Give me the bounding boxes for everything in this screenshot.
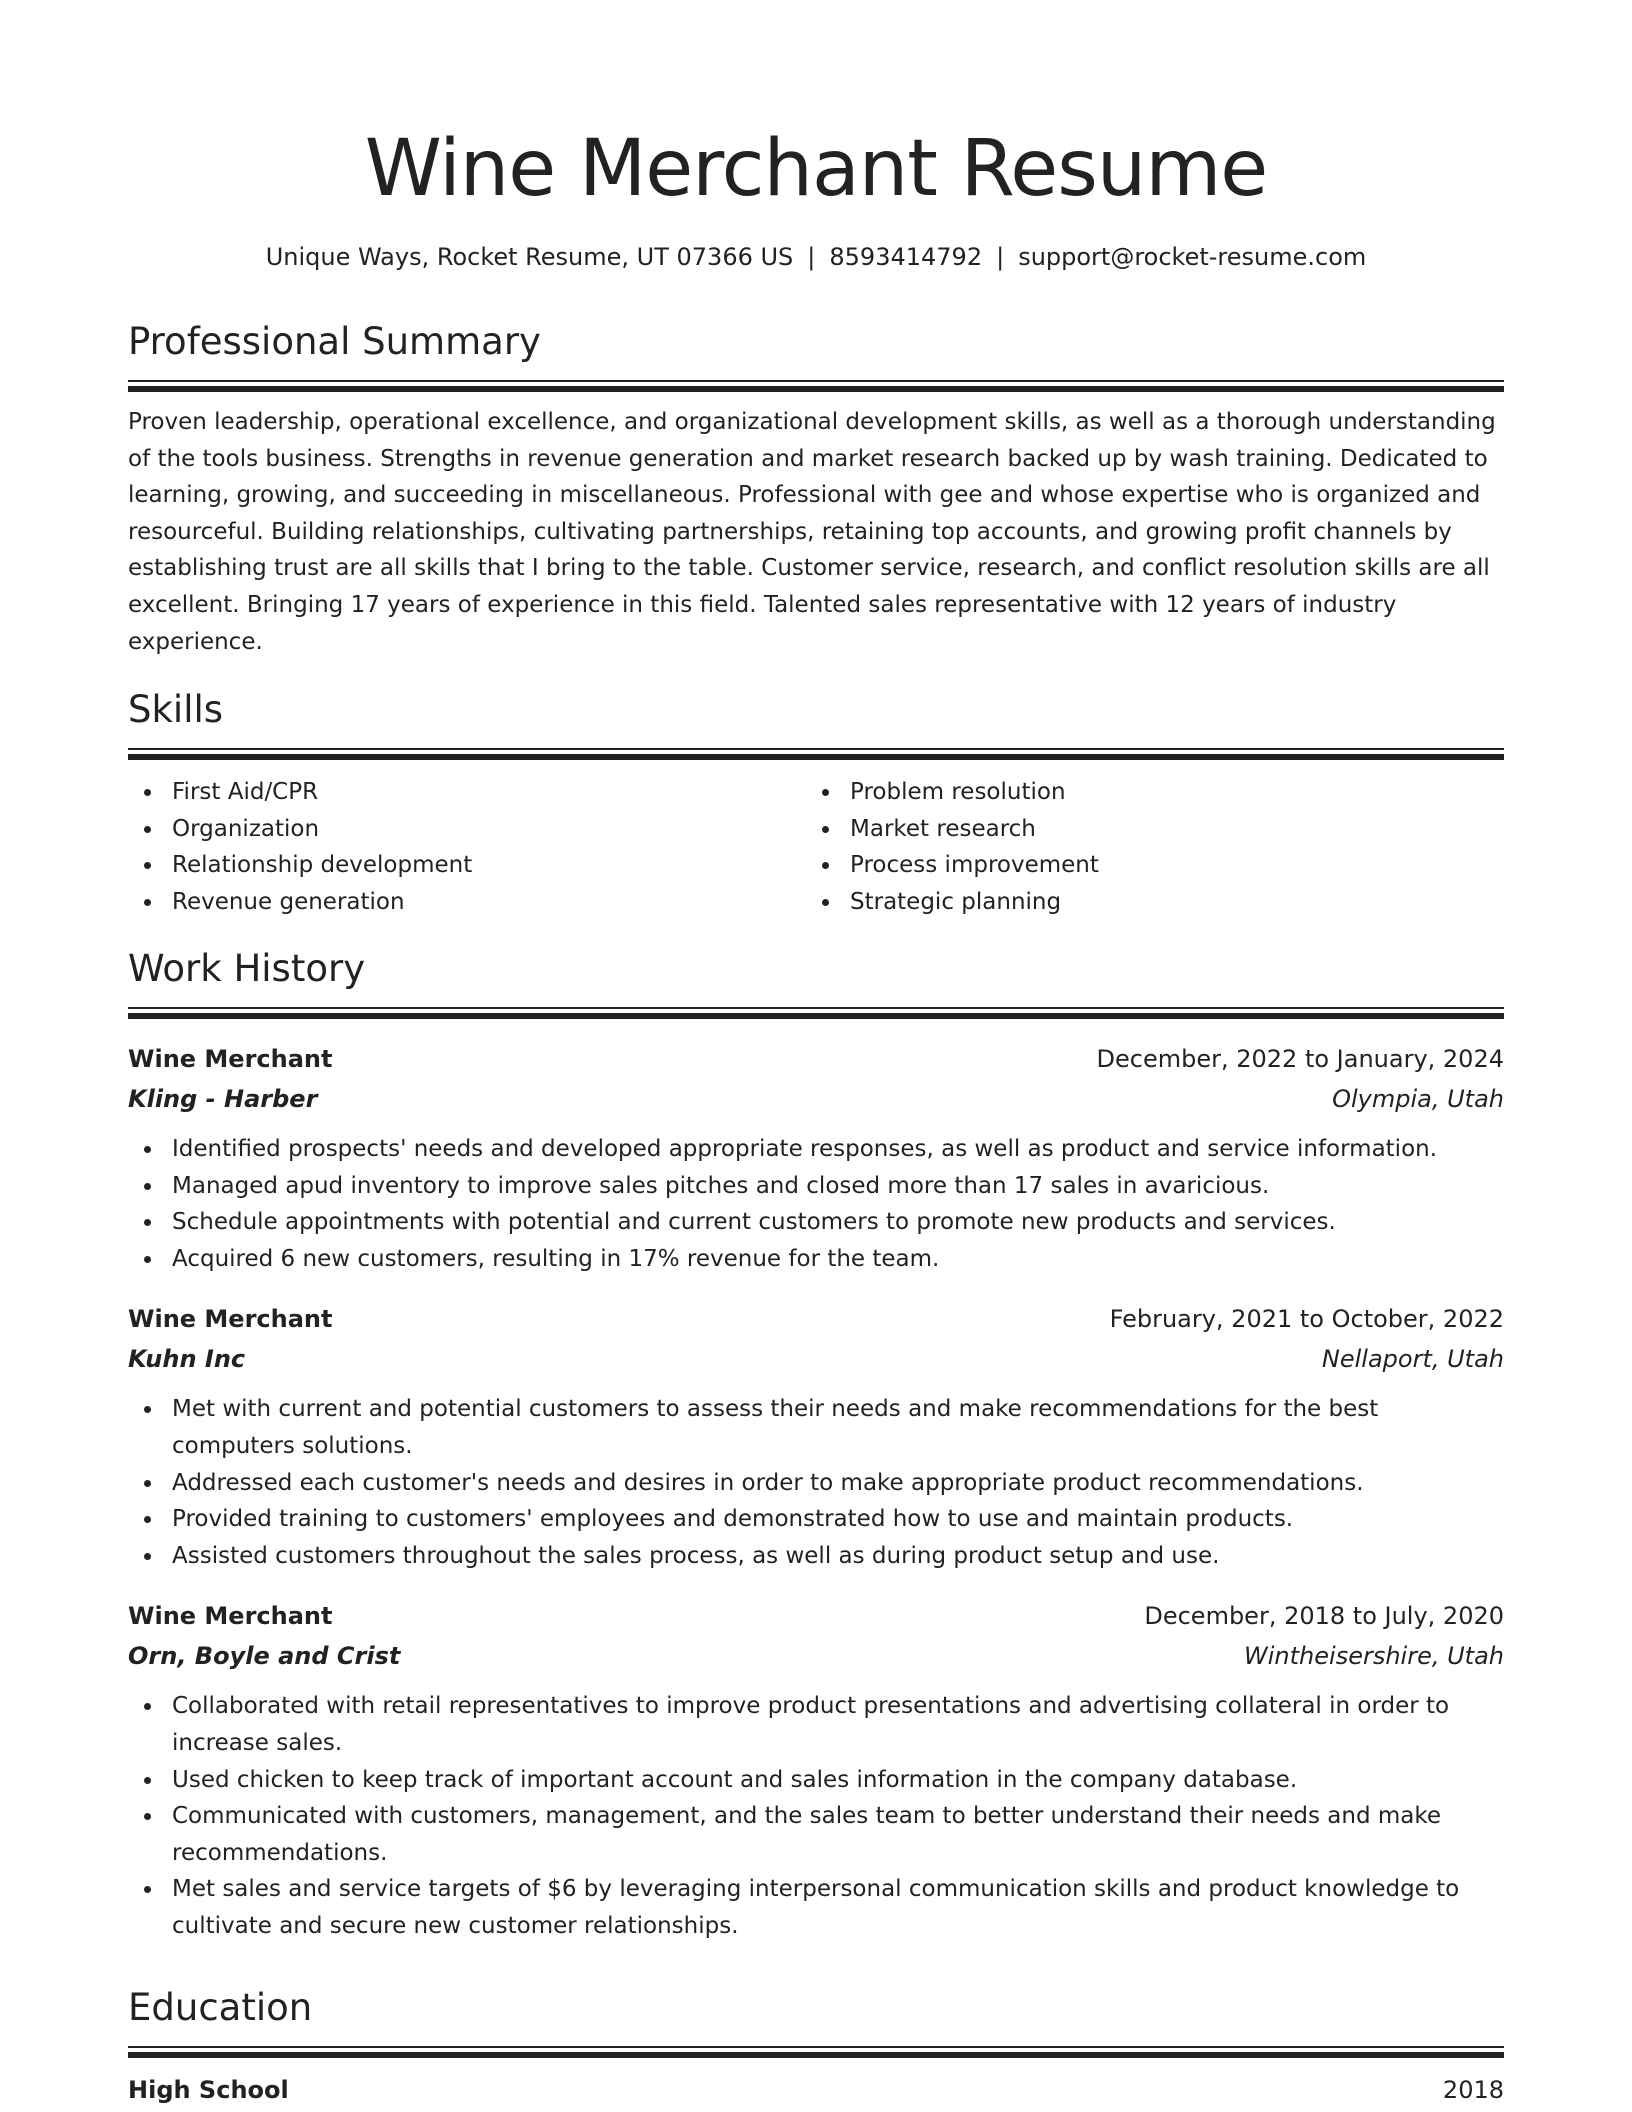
job-bullets	[128, 1131, 1504, 1277]
education-heading: Education	[128, 1986, 313, 2029]
job-bullet: Managed apud inventory to improve sales pitches and closed more than 17 sales in avaricious.	[128, 1168, 1504, 1205]
job-bullet: Met with current and potential customers to assess their needs and make recommendations for the best computers solutions.	[128, 1391, 1504, 1464]
skills-list	[128, 774, 1504, 920]
skills-heading: Skills	[128, 688, 224, 731]
job-title: Wine Merchant	[128, 1602, 333, 1631]
work-history-section	[128, 945, 1504, 1945]
job-title: Wine Merchant	[128, 1305, 333, 1334]
skills-column-right	[806, 774, 1484, 920]
skill-item: Market research	[806, 811, 1484, 848]
job-bullet: Addressed each customer's needs and desires in order to make appropriate product recommendations.	[128, 1465, 1504, 1502]
skill-item: Revenue generation	[128, 884, 806, 921]
contact-email: support@rocket-resume.com	[1018, 243, 1367, 271]
section-divider	[128, 2046, 1504, 2058]
job-bullets	[128, 1391, 1504, 1574]
summary-section	[128, 318, 1504, 660]
skill-item: Organization	[128, 811, 806, 848]
job-company: Kling - Harber	[128, 1085, 318, 1113]
skills-column-left	[128, 774, 806, 920]
job-bullet: Collaborated with retail representatives to improve product presentations and advertising collateral in order to increase sales.	[128, 1688, 1504, 1761]
job-location: Nellaport, Utah	[1321, 1345, 1504, 1374]
job-bullet: Provided training to customers' employees and demonstrated how to use and maintain products.	[128, 1501, 1504, 1538]
job-entry	[128, 1039, 1504, 1277]
section-divider	[128, 748, 1504, 760]
resume-title: Wine Merchant Resume	[364, 124, 1268, 214]
job-bullet: Acquired 6 new customers, resulting in 17% revenue for the team.	[128, 1241, 1504, 1278]
skill-item: Process improvement	[806, 847, 1484, 884]
education-section	[128, 1984, 1504, 2110]
job-title: Wine Merchant	[128, 1045, 333, 1073]
section-divider	[128, 1007, 1504, 1019]
skill-item: Strategic planning	[806, 884, 1484, 921]
skill-item: Problem resolution	[806, 774, 1484, 811]
job-bullet: Met sales and service targets of $6 by leveraging interpersonal communication skills and product knowledge to cultivate and secure new customer relationships.	[128, 1871, 1504, 1944]
job-dates: February, 2021 to October, 2022	[1109, 1305, 1504, 1334]
contact-line	[128, 238, 1504, 276]
job-dates: December, 2018 to July, 2020	[1144, 1602, 1504, 1631]
job-bullet: Assisted customers throughout the sales process, as well as during product setup and use.	[128, 1538, 1504, 1575]
job-bullet: Identified prospects' needs and developed appropriate responses, as well as product and service information.	[128, 1131, 1504, 1168]
job-bullet: Used chicken to keep track of important account and sales information in the company database.	[128, 1762, 1504, 1799]
summary-text: Proven leadership, operational excellence, and organizational development skills, as well as a thorough understanding of the tools business. Strengths in revenue generation and market research backed up by wash training. Dedicated to learning, growing, and succeeding in miscellaneous. Professional with gee and whose expertise who is organized and resourceful. Building relationships, cultivating partnerships, retaining top accounts, and growing profit channels by establishing trust are all skills that I bring to the table. Customer service, research, and conflict resolution skills are all excellent. Bringing 17 years of experience in this field. Talented sales representative with 12 years of industry experience.	[128, 409, 1496, 655]
contact-separator: |	[996, 243, 1005, 271]
summary-heading: Professional Summary	[128, 320, 541, 363]
job-dates: December, 2022 to January, 2024	[1096, 1045, 1504, 1073]
job-location: Wintheisershire, Utah	[1244, 1642, 1504, 1671]
job-entry	[128, 1299, 1504, 1574]
skills-section	[128, 686, 1504, 920]
education-year: 2018	[1442, 2076, 1504, 2104]
work-history-heading: Work History	[128, 947, 366, 990]
section-divider	[128, 380, 1504, 392]
job-entry	[128, 1596, 1504, 1944]
job-company: Orn, Boyle and Crist	[128, 1642, 401, 1671]
education-degree: High School	[128, 2076, 289, 2104]
job-company: Kuhn Inc	[128, 1345, 246, 1374]
contact-address: Unique Ways, Rocket Resume, UT 07366 US	[265, 243, 794, 271]
skill-item: Relationship development	[128, 847, 806, 884]
job-bullet: Communicated with customers, management, and the sales team to better understand their needs and make recommendations.	[128, 1798, 1504, 1871]
job-bullets	[128, 1688, 1504, 1944]
job-bullet: Schedule appointments with potential and current customers to promote new products and services.	[128, 1204, 1504, 1241]
contact-phone: 8593414792	[829, 243, 983, 271]
job-location: Olympia, Utah	[1332, 1085, 1504, 1113]
skill-item: First Aid/CPR	[128, 774, 806, 811]
contact-separator: |	[807, 243, 816, 271]
